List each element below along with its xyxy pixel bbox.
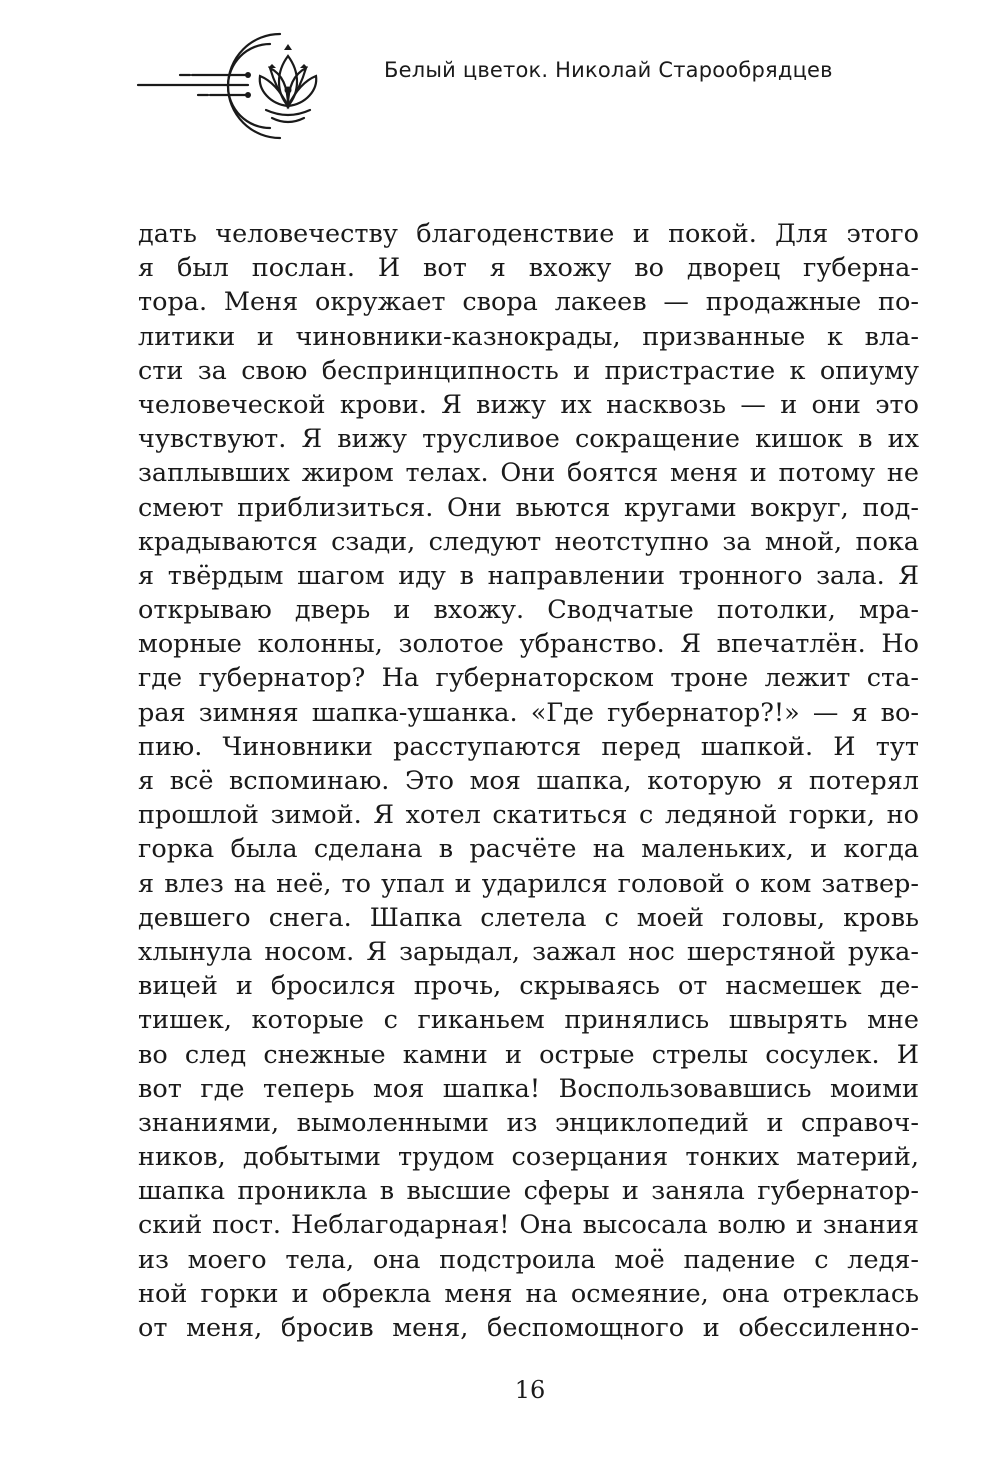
text-line: во след снежные камни и острые стрелы сосулек. И [138, 1039, 919, 1070]
page-header [0, 0, 1000, 150]
text-line: чувствуют. Я вижу трусливое сокращение кишок в их [138, 424, 919, 455]
text-line: пию. Чиновники расступаются перед шапкой. И тут [138, 731, 919, 762]
text-line: человеческой крови. Я вижу их насквозь — и они это [138, 389, 919, 420]
text-line: ников, добытыми трудом созерцания тонких материй, [138, 1142, 919, 1173]
text-line: литики и чиновники-казнокрады, призванные к вла- [138, 321, 919, 352]
text-line: вот где теперь моя шапка! Воспользовавшись моими [138, 1073, 919, 1104]
text-line: смеют приблизиться. Они вьются кругами вокруг, под- [138, 492, 919, 523]
text-line: я всё вспоминаю. Это моя шапка, которую я потерял [138, 766, 919, 796]
text-line: девшего снега. Шапка слетела с моей головы, кровь [138, 902, 919, 933]
text-line: я твёрдым шагом иду в направлении тронного зала. Я [138, 560, 919, 591]
text-line: шапка проникла в высшие сферы и заняла губернатор- [138, 1176, 919, 1207]
text-line: крадываются сзади, следуют неотступно за мной, пока [138, 526, 919, 557]
page-number: 16 [514, 1376, 546, 1404]
text-line: горка была сделана в расчёте на маленьких, и когда [138, 834, 919, 865]
text-line: я влез на неё, то упал и ударился головой о ком затвер- [138, 868, 919, 899]
text-line: заплывших жиром телах. Они боятся меня и потому не [138, 458, 919, 489]
lotus-emblem-icon [130, 28, 350, 143]
text-line: тишек, которые с гиканьем принялись швырять мне [138, 1005, 919, 1036]
text-line: прошлой зимой. Я хотел скатиться с ледяной горки, но [138, 800, 919, 831]
text-line: ский пост. Неблагодарная! Она высосала волю и знания [138, 1210, 919, 1241]
text-line: хлынула носом. Я зарыдал, зажал нос шерстяной рука- [138, 936, 919, 967]
text-line: вицей и бросился прочь, скрываясь от насмешек де- [138, 971, 919, 1002]
text-line: рая зимняя шапка-ушанка. «Где губернатор?!» — я во- [138, 697, 919, 728]
text-line: знаниями, вымоленными из энциклопедий и справоч- [138, 1107, 919, 1138]
text-line: из моего тела, она подстроила моё падение с ледя- [138, 1244, 919, 1275]
text-line: от меня, бросив меня, беспомощного и обессиленно- [138, 1313, 919, 1343]
text-line: ной горки и обрекла меня на осмеяние, она отреклась [138, 1278, 919, 1309]
body-text [138, 217, 919, 1345]
text-line: открываю дверь и вхожу. Сводчатые потолки, мра- [138, 595, 919, 626]
text-line: дать человечеству благоденствие и покой. Для этого [138, 219, 919, 249]
text-line: сти за свою беспринципность и пристрастие к опиуму [138, 355, 919, 386]
running-head-title: Белый цветок. Николай Старообрядцев [384, 58, 833, 82]
text-line: морные колонны, золотое убранство. Я впечатлён. Но [138, 629, 919, 660]
text-line: тора. Меня окружает свора лакеев — продажные по- [138, 287, 919, 318]
text-line: где губернатор? На губернаторском троне лежит ста- [138, 663, 919, 694]
text-line: я был послан. И вот я вхожу во дворец губерна- [138, 253, 919, 284]
